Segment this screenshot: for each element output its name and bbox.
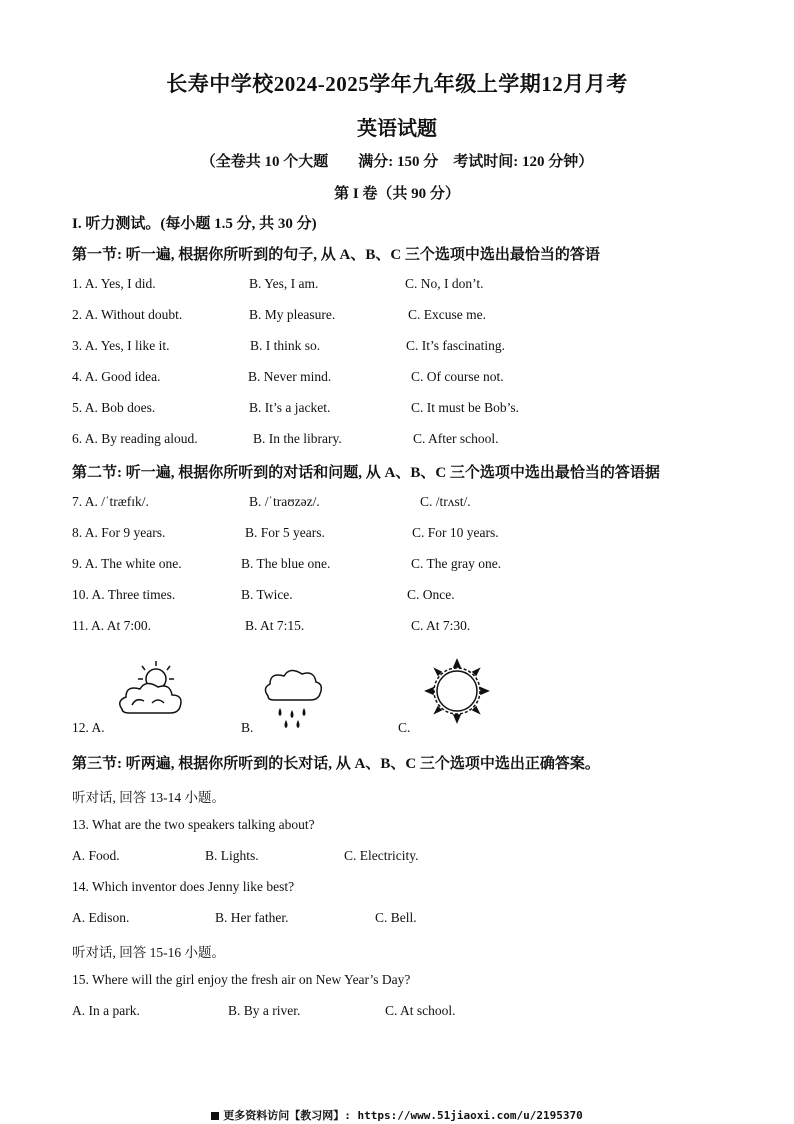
q8-option-a: 8. A. For 9 years. bbox=[72, 525, 166, 540]
q1-option-c: C. No, I don’t. bbox=[405, 276, 484, 291]
q13-option-a: A. Food. bbox=[72, 848, 120, 863]
exam-info: （全卷共 10 个大题 满分: 150 分 考试时间: 120 分钟） bbox=[200, 154, 594, 170]
part2-heading: 第二节: 听一遍, 根据你所听到的对话和问题, 从 A、B、C 三个选项中选出最恰当的答语据 bbox=[72, 465, 660, 481]
q5-option-c: C. It must be Bob’s. bbox=[411, 400, 520, 415]
dialog-instruction-2: 听对话, 回答 15-16 小题。 bbox=[72, 945, 225, 960]
q10-option-b: B. Twice. bbox=[241, 587, 293, 602]
q11-option-b: B. At 7:15. bbox=[245, 618, 305, 633]
rain-cloud-icon bbox=[262, 662, 324, 730]
q4-option-c: C. Of course not. bbox=[411, 369, 504, 384]
q7-option-c: C. /trʌst/. bbox=[420, 494, 471, 509]
q10-option-a: 10. A. Three times. bbox=[72, 587, 176, 602]
flag-icon bbox=[211, 1112, 219, 1120]
q12-option-a: 12. A. bbox=[72, 720, 105, 735]
sun-cloud-icon bbox=[112, 657, 190, 723]
subject-title: 英语试题 bbox=[357, 118, 437, 140]
q4-option-a: 4. A. Good idea. bbox=[72, 369, 161, 384]
exam-title: 长寿中学校2024-2025学年九年级上学期12月月考 bbox=[166, 72, 628, 96]
q13-question: 13. What are the two speakers talking about? bbox=[72, 817, 315, 832]
q2-option-b: B. My pleasure. bbox=[249, 307, 336, 322]
footer-text: 更多资料访问【教习网】: https://www.51jiaoxi.com/u/2195370 bbox=[223, 1109, 583, 1122]
q8-option-c: C. For 10 years. bbox=[412, 525, 499, 540]
q14-option-c: C. Bell. bbox=[375, 910, 417, 925]
sun-icon bbox=[420, 654, 494, 728]
q9-option-b: B. The blue one. bbox=[241, 556, 331, 571]
q2-option-a: 2. A. Without doubt. bbox=[72, 307, 183, 322]
q13-option-b: B. Lights. bbox=[205, 848, 259, 863]
q3-option-c: C. It’s fascinating. bbox=[406, 338, 505, 353]
section-heading: I. 听力测试。(每小题 1.5 分, 共 30 分) bbox=[72, 216, 317, 232]
q5-option-a: 5. A. Bob does. bbox=[72, 400, 156, 415]
q7-option-b: B. /ˈtraʊzəz/. bbox=[249, 494, 320, 509]
q14-option-b: B. Her father. bbox=[215, 910, 289, 925]
q10-option-c: C. Once. bbox=[407, 587, 455, 602]
q11-option-a: 11. A. At 7:00. bbox=[72, 618, 152, 633]
q13-option-c: C. Electricity. bbox=[344, 848, 419, 863]
part1-heading: 第一节: 听一遍, 根据你所听到的句子, 从 A、B、C 三个选项中选出最恰当的答语 bbox=[72, 247, 600, 263]
q15-option-c: C. At school. bbox=[385, 1003, 456, 1018]
q12-option-b: B. bbox=[241, 720, 254, 735]
dialog-instruction-1: 听对话, 回答 13-14 小题。 bbox=[72, 790, 225, 805]
q15-option-a: A. In a park. bbox=[72, 1003, 140, 1018]
volume-title: 第 I 卷（共 90 分） bbox=[334, 186, 460, 202]
q6-option-a: 6. A. By reading aloud. bbox=[72, 431, 198, 446]
q3-option-b: B. I think so. bbox=[250, 338, 321, 353]
q14-question: 14. Which inventor does Jenny like best? bbox=[72, 879, 295, 894]
q7-option-a: 7. A. /ˈtræfɪk/. bbox=[72, 494, 149, 509]
q3-option-a: 3. A. Yes, I like it. bbox=[72, 338, 170, 353]
q9-option-a: 9. A. The white one. bbox=[72, 556, 182, 571]
q2-option-c: C. Excuse me. bbox=[408, 307, 486, 322]
q5-option-b: B. It’s a jacket. bbox=[249, 400, 331, 415]
q11-option-c: C. At 7:30. bbox=[411, 618, 471, 633]
q4-option-b: B. Never mind. bbox=[248, 369, 332, 384]
part3-heading: 第三节: 听两遍, 根据你所听到的长对话, 从 A、B、C 三个选项中选出正确答案。 bbox=[72, 756, 600, 772]
q6-option-c: C. After school. bbox=[413, 431, 499, 446]
q9-option-c: C. The gray one. bbox=[411, 556, 502, 571]
q12-option-c: C. bbox=[398, 720, 411, 735]
q15-question: 15. Where will the girl enjoy the fresh air on New Year’s Day? bbox=[72, 972, 411, 987]
q15-option-b: B. By a river. bbox=[228, 1003, 301, 1018]
footer-link[interactable] bbox=[0, 1107, 794, 1123]
q1-option-a: 1. A. Yes, I did. bbox=[72, 276, 156, 291]
q14-option-a: A. Edison. bbox=[72, 910, 130, 925]
q1-option-b: B. Yes, I am. bbox=[249, 276, 319, 291]
q6-option-b: B. In the library. bbox=[253, 431, 342, 446]
q8-option-b: B. For 5 years. bbox=[245, 525, 325, 540]
